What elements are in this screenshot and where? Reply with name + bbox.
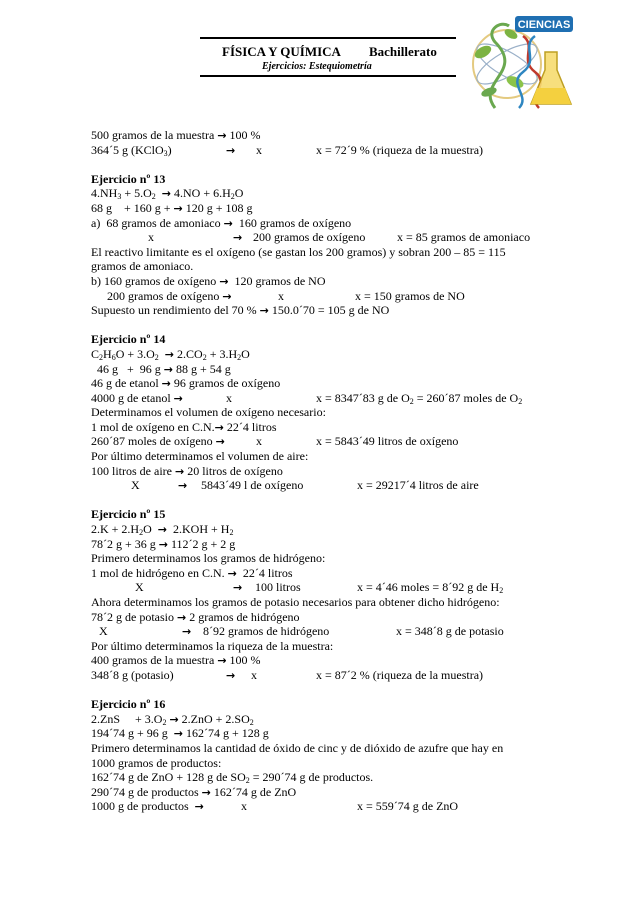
subscript: 2 <box>151 192 156 202</box>
text-segment: 120 gramos de NO <box>228 273 326 288</box>
text-line <box>91 522 561 537</box>
text-column <box>241 799 247 814</box>
text-column <box>256 143 262 158</box>
subscript: 2 <box>202 352 207 362</box>
text-line <box>91 624 561 639</box>
subscript: 2 <box>229 528 234 538</box>
arrow-right-icon: → <box>178 479 188 493</box>
text-line <box>91 726 561 741</box>
subscript: 2 <box>245 776 250 786</box>
text-segment: 96 gramos de oxígeno <box>170 376 281 391</box>
text-segment: 4.NO + 6.H <box>171 186 231 201</box>
course-title: FÍSICA Y QUÍMICA <box>222 44 341 59</box>
text-segment: x = 72´9 % (riqueza de la muestra) <box>316 142 484 157</box>
text-segment: 2 gramos de hidrógeno <box>186 609 300 624</box>
text-segment: Primero determinamos los gramos de hidrógeno: <box>91 551 326 566</box>
text-segment: Ejercicio nº 15 <box>91 507 166 522</box>
text-segment: 364´5 g (KClO <box>91 142 164 157</box>
text-line <box>91 478 561 493</box>
text-segment: Por último determinamos el volumen de aire: <box>91 449 309 464</box>
text-line <box>91 230 561 245</box>
text-segment: Por último determinamos la riqueza de la muestra: <box>91 638 334 653</box>
arrow-right-icon: → <box>233 581 243 595</box>
text-segment: x <box>251 667 257 682</box>
text-line <box>91 639 561 654</box>
text-segment: x = 4´46 moles = 8´92 g de H <box>357 580 500 595</box>
text-segment: a) 68 gramos de amoniaco <box>91 215 224 230</box>
text-line <box>91 289 561 304</box>
text-segment: 46 g de etanol <box>91 376 162 391</box>
text-column <box>226 143 235 159</box>
text-segment: 1000 gramos de productos: <box>91 755 222 770</box>
subscript: 2 <box>249 717 254 727</box>
text-column <box>357 799 458 814</box>
text-line <box>91 420 561 435</box>
text-column <box>316 143 483 158</box>
text-segment: 162´74 g de ZnO <box>210 784 297 799</box>
text-line <box>91 580 561 595</box>
text-line <box>91 653 561 668</box>
text-segment: 78´2 g de potasio <box>91 609 177 624</box>
text-segment: x <box>241 799 247 814</box>
text-line <box>91 376 561 391</box>
arrow-right-icon: → <box>215 435 225 449</box>
text-segment: 100 % <box>226 128 261 142</box>
text-line <box>91 391 561 406</box>
text-segment: gramos de amoniaco. <box>91 259 194 274</box>
text-segment: x <box>256 142 262 157</box>
course-level: Bachillerato <box>368 44 437 59</box>
text-segment: 260´87 moles de oxígeno <box>91 434 216 449</box>
text-segment: x = 87´2 % (riqueza de la muestra) <box>316 667 484 682</box>
text-segment: x <box>256 434 262 449</box>
text-column <box>397 230 530 245</box>
text-segment: 120 g + 108 g <box>182 200 253 215</box>
arrow-right-icon: → <box>214 420 224 434</box>
text-segment: Supuesto un rendimiento del 70 % <box>91 303 260 318</box>
text-segment: + 5.O <box>121 186 152 201</box>
logo-text: CIENCIAS <box>517 19 571 31</box>
text-segment: 500 gramos de la muestra <box>91 128 218 142</box>
text-segment: Ejercicio nº 14 <box>91 332 166 347</box>
text-column <box>201 478 303 493</box>
arrow-right-icon: → <box>164 347 175 361</box>
text-segment: 5843´49 l de oxígeno <box>201 478 304 493</box>
header-top-rule <box>200 37 456 39</box>
arrow-right-icon: → <box>217 654 227 668</box>
arrow-right-icon: → <box>217 129 227 142</box>
text-segment: x = 5843´49 litros de oxígeno <box>316 434 459 449</box>
text-segment: 1000 g de productos <box>91 799 195 814</box>
text-column <box>233 580 242 596</box>
text-segment: 100 litros de aire <box>91 463 175 478</box>
text-segment: 2.KOH + H <box>167 522 230 537</box>
text-segment: Ahora determinamos los gramos de potasio necesarios para obtener dicho hidrógeno: <box>91 595 500 609</box>
arrow-right-icon: → <box>161 377 171 391</box>
text-line <box>91 143 561 158</box>
text-segment: = 260´87 moles de O <box>413 390 519 405</box>
text-segment: 2.K + 2.H <box>91 522 140 537</box>
text-column <box>251 668 257 683</box>
text-line <box>91 405 561 420</box>
text-segment: x <box>148 230 154 245</box>
text-segment: 162´74 g + 128 g <box>182 726 269 741</box>
text-segment: O + 3.O <box>115 346 155 361</box>
blank-line <box>91 493 561 508</box>
text-segment: 100 litros <box>255 580 301 595</box>
text-segment: 78´2 g + 36 g <box>91 536 159 551</box>
exercise-heading <box>91 172 561 187</box>
text-line <box>91 259 561 274</box>
text-line <box>91 741 561 756</box>
text-column <box>357 580 503 595</box>
arrow-right-icon: → <box>201 785 211 799</box>
arrow-right-icon: → <box>174 464 185 478</box>
text-line <box>91 785 561 800</box>
text-segment: 2.ZnS + 3.O <box>91 711 163 726</box>
text-segment: 200 gramos de oxígeno <box>107 288 223 303</box>
exercise-content <box>91 128 561 814</box>
text-column <box>99 624 108 639</box>
text-column <box>253 230 365 245</box>
arrow-right-icon: → <box>173 201 183 215</box>
text-segment: + 3.H <box>206 346 238 361</box>
arrow-right-icon: → <box>226 143 236 157</box>
arrow-right-icon: → <box>226 668 236 682</box>
text-line <box>91 770 561 785</box>
text-line <box>91 595 561 610</box>
text-column <box>148 230 154 245</box>
header-title <box>222 44 437 60</box>
text-segment: b) 160 gramos de oxígeno <box>91 273 220 288</box>
text-segment: Ejercicio nº 16 <box>91 697 166 712</box>
text-segment: 160 gramos de oxígeno <box>232 215 352 230</box>
arrow-right-icon: → <box>227 566 237 580</box>
ciencias-logo <box>465 12 577 116</box>
header-subtitle: Ejercicios: Estequiometría <box>262 61 372 72</box>
text-segment: C <box>91 346 100 361</box>
text-line <box>91 712 561 727</box>
text-line <box>91 610 561 625</box>
text-segment: Ejercicio nº 13 <box>91 171 166 186</box>
text-line <box>91 537 561 552</box>
text-segment: 68 g + 160 g + <box>91 200 174 215</box>
text-line <box>91 347 561 362</box>
text-column <box>135 580 144 595</box>
text-segment: O <box>234 186 244 201</box>
text-segment: 88 g + 54 g <box>173 361 231 376</box>
text-segment: ) <box>167 142 172 157</box>
text-line <box>91 449 561 464</box>
text-column <box>203 624 329 639</box>
subscript: 2 <box>237 352 242 362</box>
text-segment: x = 85 gramos de amoniaco <box>397 230 531 245</box>
text-segment: O <box>241 346 250 361</box>
text-column <box>316 434 458 449</box>
text-segment: 2.ZnO + 2.SO <box>178 711 250 726</box>
text-segment: 22´4 litros <box>223 419 277 434</box>
text-segment: 400 gramos de la muestra <box>91 653 218 668</box>
arrow-right-icon: → <box>158 537 168 551</box>
subscript: 2 <box>154 352 159 362</box>
text-segment: El reactivo limitante es el oxígeno (se gastan los 200 gramos) y sobran 200 – 85 = 115 <box>91 244 506 259</box>
text-column <box>278 289 284 304</box>
text-segment: x = 348´8 g de potasio <box>396 624 504 639</box>
text-segment: 290´74 g de productos <box>91 784 202 799</box>
text-column <box>316 668 483 683</box>
text-segment: X <box>131 478 140 493</box>
subscript: 3 <box>117 192 122 202</box>
arrow-right-icon: → <box>169 712 179 726</box>
text-line <box>91 274 561 289</box>
text-segment: = 290´74 g de productos. <box>249 770 374 785</box>
arrow-right-icon: → <box>177 610 187 624</box>
text-line <box>91 464 561 479</box>
text-segment: 150.0´70 = 105 g de NO <box>268 303 390 318</box>
subscript: 2 <box>499 586 504 596</box>
text-column <box>355 289 465 304</box>
text-column <box>396 624 504 639</box>
text-segment: x = 559´74 g de ZnO <box>357 799 459 814</box>
text-segment: 20 litros de oxígeno <box>184 463 283 478</box>
blank-line <box>91 683 561 698</box>
text-line <box>91 201 561 216</box>
text-segment: 4000 g de etanol <box>91 390 174 405</box>
text-line <box>91 566 561 581</box>
text-line <box>91 756 561 771</box>
text-segment: X <box>135 580 144 595</box>
text-segment: x <box>226 390 232 405</box>
text-column <box>255 580 301 595</box>
exercise-heading <box>91 507 561 522</box>
text-line <box>91 434 561 449</box>
arrow-right-icon: → <box>259 304 269 318</box>
arrow-right-icon: → <box>194 800 204 814</box>
text-segment: 348´8 g (potasio) <box>91 667 174 682</box>
arrow-right-icon: → <box>219 274 229 288</box>
subscript: 6 <box>111 352 116 362</box>
text-segment: 1 mol de oxígeno en C.N. <box>91 419 215 434</box>
text-column <box>233 230 242 246</box>
subscript: 2 <box>230 192 235 202</box>
subscript: 2 <box>409 396 414 406</box>
text-line <box>91 362 561 377</box>
arrow-right-icon: → <box>173 727 183 741</box>
exercise-heading <box>91 697 561 712</box>
arrow-right-icon: → <box>222 289 232 303</box>
text-line <box>91 128 561 143</box>
text-line <box>91 216 561 231</box>
exercise-heading <box>91 332 561 347</box>
text-column <box>316 391 522 406</box>
text-column <box>107 289 232 305</box>
text-segment: 22´4 litros <box>236 565 293 580</box>
text-segment: Determinamos el volumen de oxígeno necesario: <box>91 405 326 420</box>
text-segment: 4.NH <box>91 186 118 201</box>
text-segment: H <box>103 346 112 361</box>
subscript: 2 <box>139 528 144 538</box>
arrow-right-icon: → <box>161 187 171 201</box>
subscript: 3 <box>163 148 168 158</box>
text-column <box>182 624 191 640</box>
header-bottom-rule <box>200 75 456 77</box>
text-segment: x = 29217´4 litros de aire <box>357 478 479 493</box>
text-segment: 2.CO <box>174 346 203 361</box>
text-segment: 112´2 g + 2 g <box>167 536 236 551</box>
text-line <box>91 799 561 814</box>
text-line <box>91 303 561 318</box>
text-segment: 200 gramos de oxígeno <box>253 230 366 245</box>
blank-line <box>91 157 561 172</box>
text-line <box>91 551 561 566</box>
text-column <box>226 668 235 684</box>
blank-line <box>91 318 561 333</box>
text-segment: O <box>143 522 158 537</box>
text-segment: 1 mol de hidrógeno en C.N. <box>91 565 228 580</box>
subscript: 2 <box>99 352 104 362</box>
subscript: 2 <box>162 717 167 727</box>
text-segment: x <box>278 288 284 303</box>
arrow-right-icon: → <box>233 231 243 245</box>
text-column <box>357 478 479 493</box>
text-segment: x = 8347´83 g de O <box>316 390 410 405</box>
text-column <box>256 434 262 449</box>
arrow-right-icon: → <box>223 216 233 230</box>
text-segment: 46 g + 96 g <box>91 361 164 376</box>
arrow-right-icon: → <box>182 625 192 639</box>
text-line <box>91 245 561 260</box>
text-segment: x = 150 gramos de NO <box>355 288 465 303</box>
text-segment: Primero determinamos la cantidad de óxido de cinc y de dióxido de azufre que hay en <box>91 740 504 755</box>
arrow-right-icon: → <box>163 362 173 376</box>
text-segment: 162´74 g de ZnO + 128 g de SO <box>91 770 246 785</box>
text-line <box>91 668 561 683</box>
arrow-right-icon: → <box>173 391 183 405</box>
subscript: 2 <box>518 396 523 406</box>
text-column <box>131 478 140 493</box>
text-segment: 100 % <box>226 653 261 668</box>
text-segment: X <box>99 624 108 639</box>
text-line <box>91 186 561 201</box>
text-column <box>178 478 187 494</box>
text-column <box>226 391 232 406</box>
text-segment: 8´92 gramos de hidrógeno <box>203 624 330 639</box>
arrow-right-icon: → <box>157 523 167 537</box>
text-segment: 194´74 g + 96 g <box>91 726 174 741</box>
